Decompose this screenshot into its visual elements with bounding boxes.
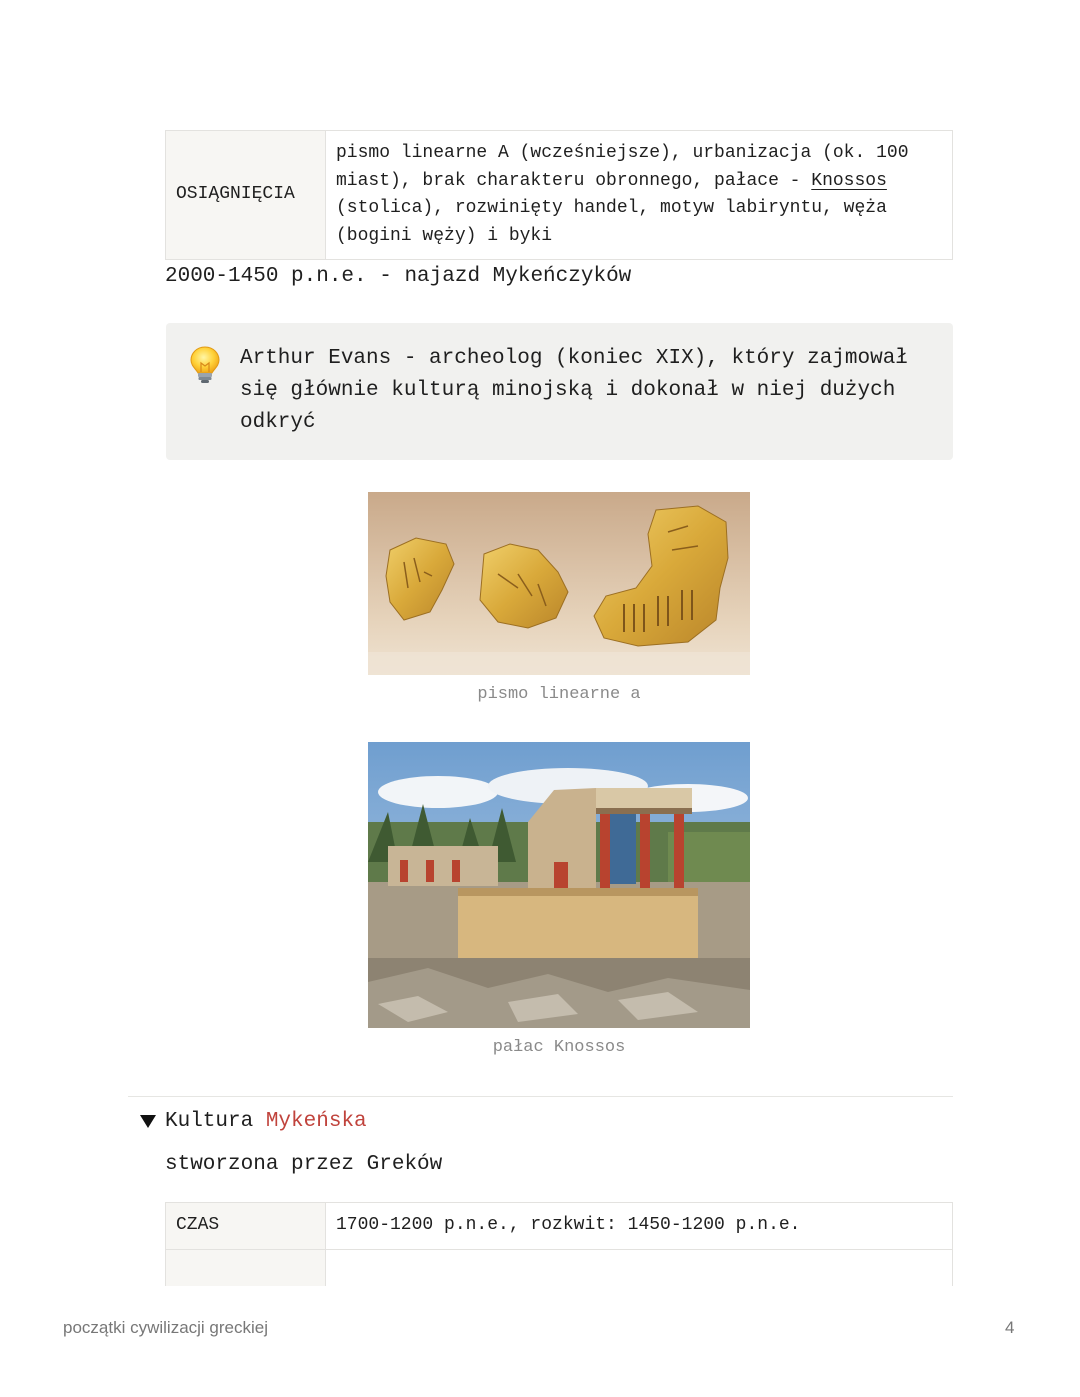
mycenaean-table (165, 1202, 953, 1286)
table-value-cell (326, 131, 953, 260)
page-number: 4 (1005, 1318, 1015, 1337)
table-header-cell: OSIĄGNIĘCIA (166, 131, 326, 260)
table-value-text-rest: (stolica), rozwinięty handel, motyw labiryntu, węża (bogini węży) i byki (336, 198, 887, 246)
toggle-label-plain: Kultura (165, 1110, 266, 1133)
table-row (166, 1203, 953, 1250)
toggle-triangle-icon[interactable] (140, 1115, 156, 1128)
footer-title: początki cywilizacji greckiej (63, 1318, 269, 1337)
achievements-table (165, 130, 953, 260)
table-value-cell-empty (326, 1250, 953, 1287)
table-header-cell: CZAS (166, 1203, 326, 1250)
table-value-text: pismo linearne A (wcześniejsze), urbanizacja (ok. 100 miast), brak charakteru obronnego, pałace - (336, 143, 909, 191)
callout-box (166, 323, 953, 460)
callout-text: Arthur Evans - archeolog (koniec XIX), który zajmował się głównie kulturą minojską i dokonał w niej dużych odkryć (240, 347, 908, 434)
table-header-cell-empty (166, 1250, 326, 1287)
linear-a-tablets-image (368, 492, 750, 675)
table-value-cell: 1700-1200 p.n.e., rozkwit: 1450-1200 p.n.e. (326, 1203, 953, 1250)
lightbulb-icon (188, 345, 222, 385)
toggle-label-accent: Mykeńska (265, 1110, 367, 1133)
toggle-mycenaean-culture[interactable] (140, 1110, 367, 1133)
image-caption-knossos: pałac Knossos (492, 1038, 626, 1057)
image-caption-linear-a: pismo linearne a (477, 685, 641, 704)
knossos-palace-image (368, 742, 750, 1028)
knossos-link[interactable]: Knossos (811, 170, 887, 191)
section-divider (128, 1096, 953, 1097)
invasion-line: 2000-1450 p.n.e. - najazd Mykeńczyków (165, 265, 632, 288)
subtitle-text: stworzona przez Greków (165, 1153, 443, 1176)
toggle-label (165, 1110, 367, 1133)
table-row (166, 131, 953, 260)
table-row (166, 1250, 953, 1287)
knossos-palace-illustration (368, 742, 750, 1028)
linear-a-tablets-illustration (368, 492, 750, 675)
